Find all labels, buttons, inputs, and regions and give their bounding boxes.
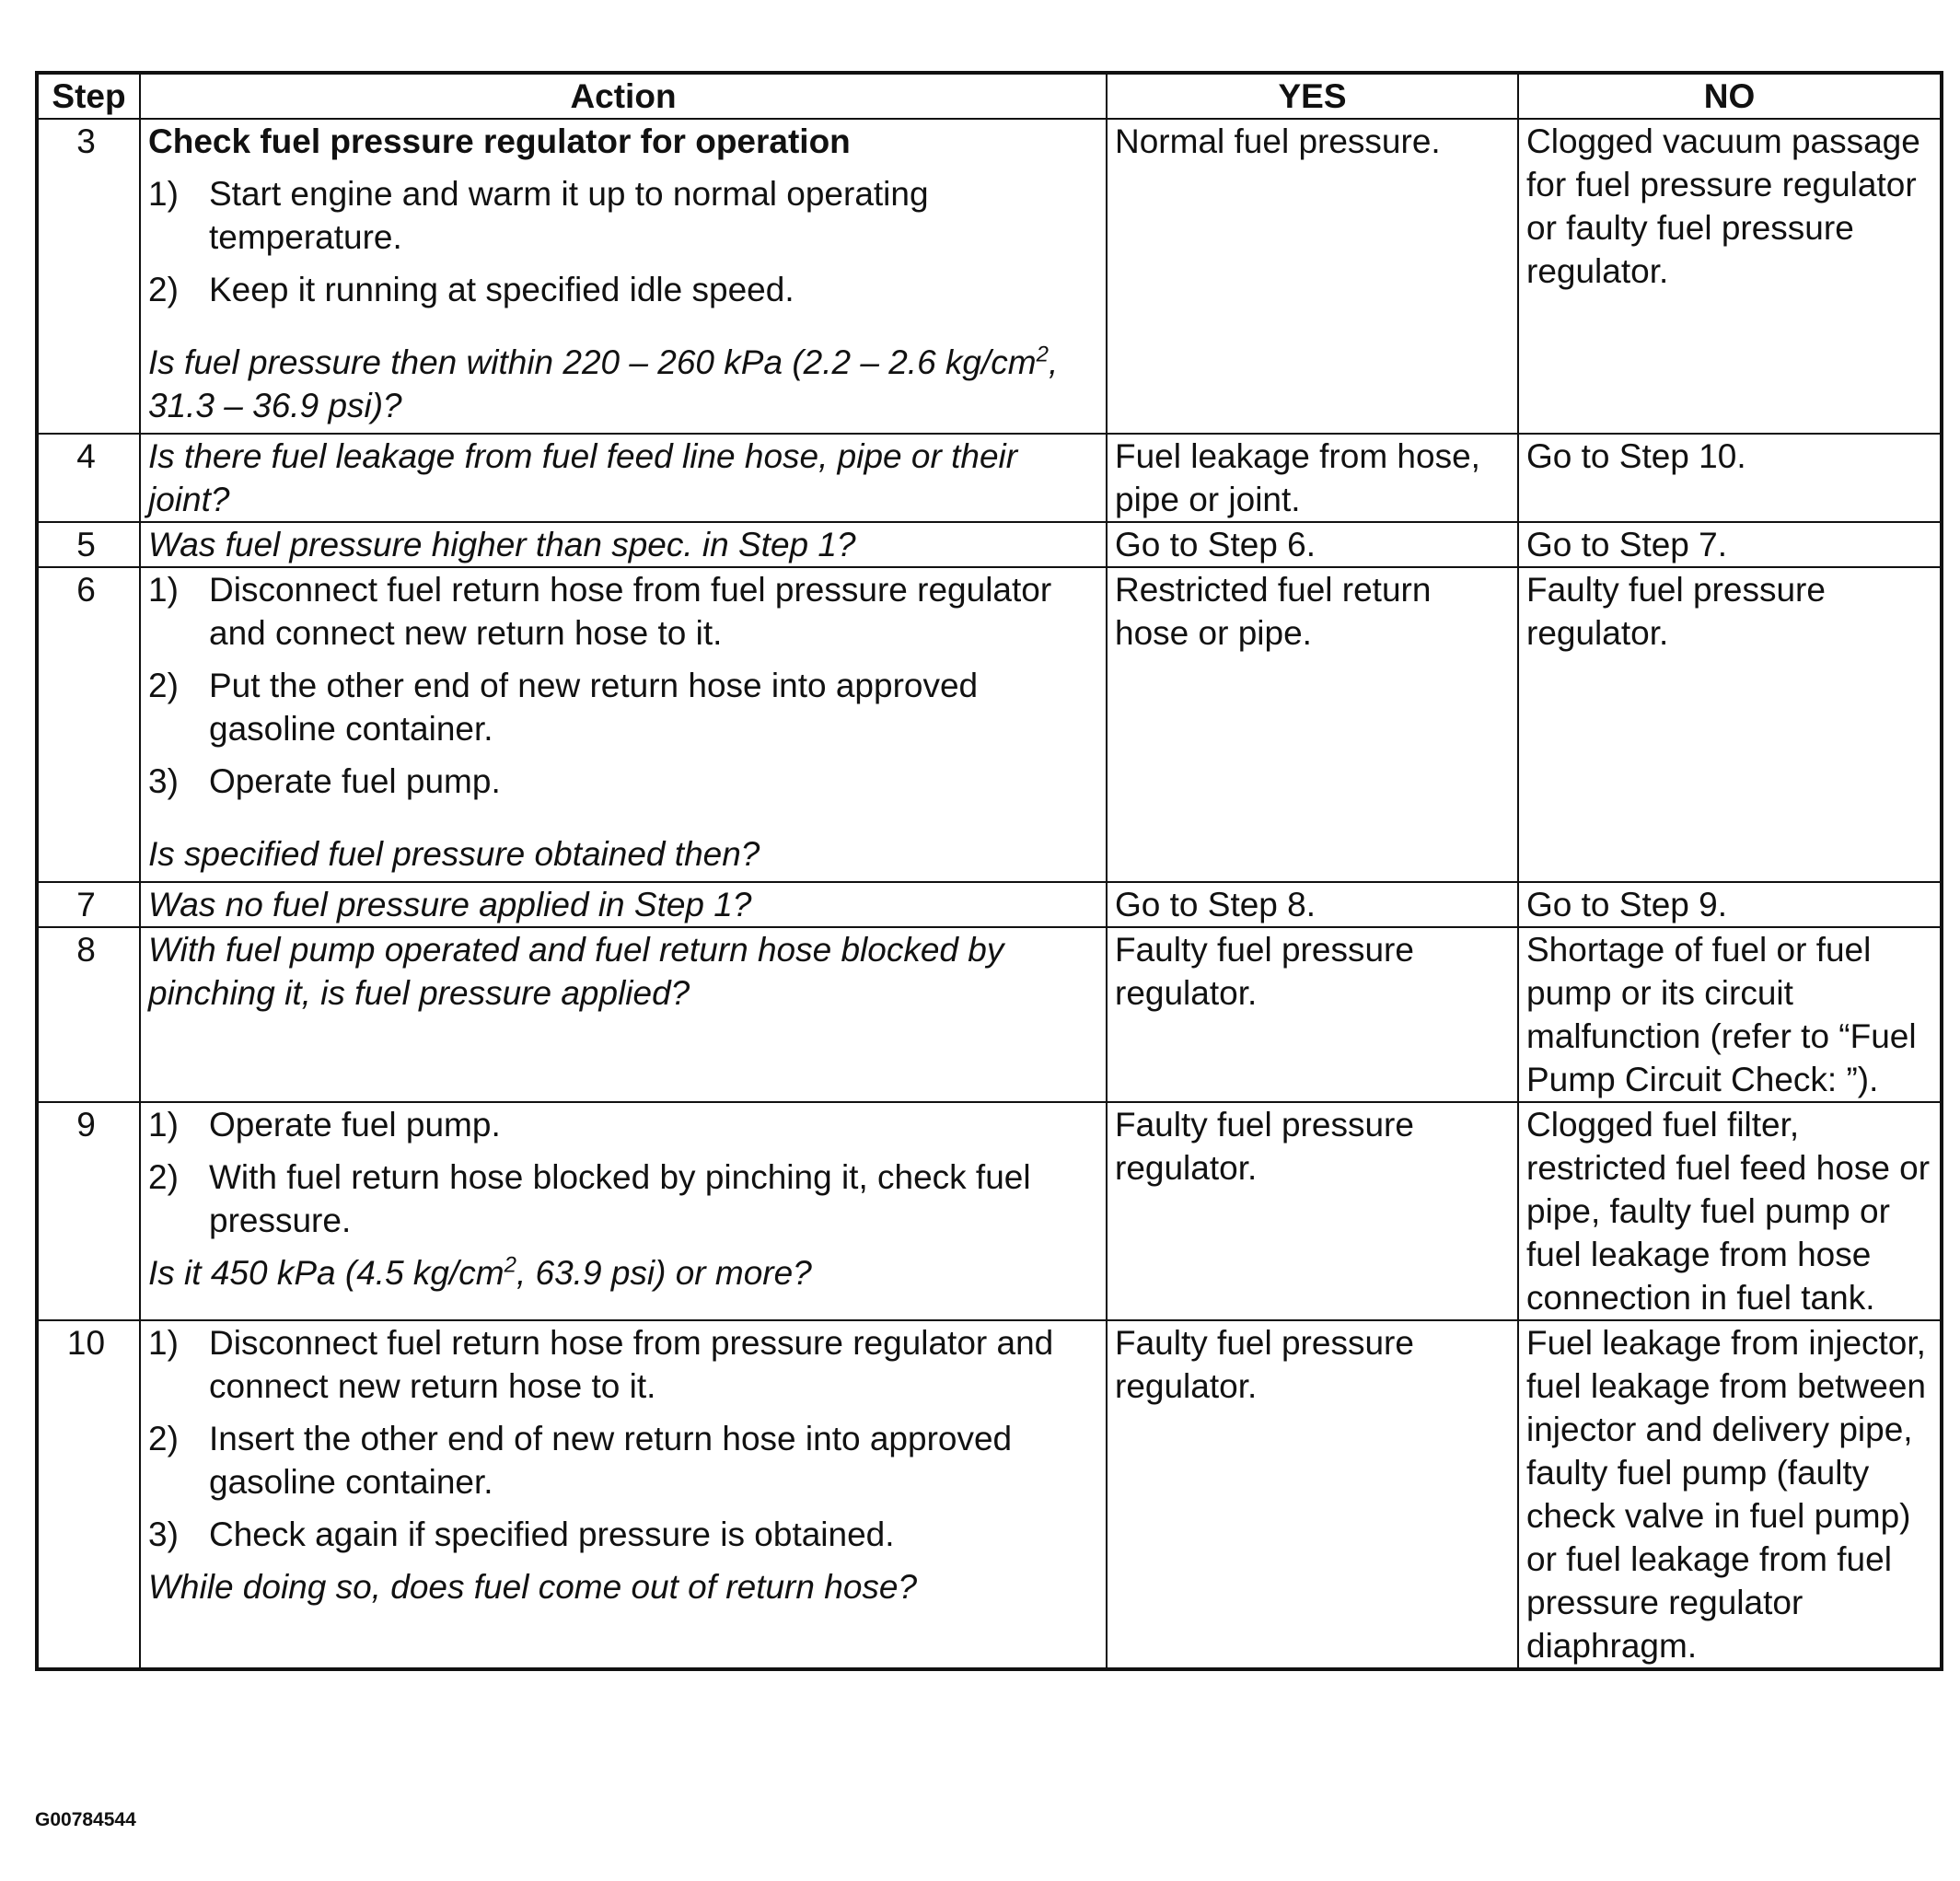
action-cell bbox=[140, 119, 1107, 434]
action-question bbox=[148, 341, 1098, 427]
yes-cell: Normal fuel pressure. bbox=[1107, 119, 1518, 434]
yes-cell: Faulty fuel pressure regulator. bbox=[1107, 1320, 1518, 1669]
step-text: Put the other end of new return hose into approved gasoline container. bbox=[209, 667, 979, 748]
figure-code: G00784544 bbox=[35, 1809, 136, 1830]
yes-cell: Restricted fuel return hose or pipe. bbox=[1107, 567, 1518, 882]
action-step bbox=[148, 1321, 1098, 1408]
action-cell bbox=[140, 1102, 1107, 1320]
step-number: 8 bbox=[37, 927, 140, 1102]
step-number: 4 bbox=[37, 434, 140, 522]
step-number: 3 bbox=[37, 119, 140, 434]
action-steps bbox=[148, 1321, 1098, 1556]
yes-cell: Fuel leakage from hose, pipe or joint. bbox=[1107, 434, 1518, 522]
no-cell: Go to Step 10. bbox=[1518, 434, 1942, 522]
step-index: 2) bbox=[148, 1158, 179, 1196]
no-cell: Fuel leakage from injector, fuel leakage from between injector and delivery pipe, faulty fuel pump (faulty check valve in fuel pump) or fuel leakage from fuel pressure regulator diaphragm. bbox=[1518, 1320, 1942, 1669]
question-text: Is it 450 kPa (4.5 kg/cm bbox=[148, 1254, 504, 1292]
action-question: With fuel pump operated and fuel return hose blocked by pinching it, is fuel pressure applied? bbox=[148, 931, 1004, 1012]
action-cell bbox=[140, 1320, 1107, 1669]
action-steps bbox=[148, 1103, 1098, 1242]
action-step bbox=[148, 1103, 1098, 1146]
action-title: Check fuel pressure regulator for operation bbox=[148, 122, 851, 160]
step-number: 10 bbox=[37, 1320, 140, 1669]
action-cell bbox=[140, 522, 1107, 567]
step-number: 7 bbox=[37, 882, 140, 927]
step-text: Keep it running at specified idle speed. bbox=[209, 271, 794, 308]
action-cell bbox=[140, 927, 1107, 1102]
no-cell: Go to Step 9. bbox=[1518, 882, 1942, 927]
step-index: 1) bbox=[148, 571, 179, 609]
no-cell: Shortage of fuel or fuel pump or its circuit malfunction (refer to “Fuel Pump Circuit Check: ”). bbox=[1518, 927, 1942, 1102]
header-step: Step bbox=[37, 73, 140, 119]
step-index: 3) bbox=[148, 1515, 179, 1553]
action-step bbox=[148, 268, 1098, 311]
step-text: Disconnect fuel return hose from pressure regulator and connect new return hose to it. bbox=[209, 1324, 1054, 1405]
step-index: 1) bbox=[148, 175, 179, 213]
diagnosis-table bbox=[35, 71, 1943, 1671]
yes-cell: Go to Step 6. bbox=[1107, 522, 1518, 567]
action-cell bbox=[140, 567, 1107, 882]
yes-cell: Faulty fuel pressure regulator. bbox=[1107, 927, 1518, 1102]
action-question: Is there fuel leakage from fuel feed line hose, pipe or their joint? bbox=[148, 437, 1018, 518]
action-step bbox=[148, 664, 1098, 750]
no-cell: Clogged vacuum passage for fuel pressure regulator or faulty fuel pressure regulator. bbox=[1518, 119, 1942, 434]
yes-cell: Go to Step 8. bbox=[1107, 882, 1518, 927]
no-cell: Clogged fuel filter, restricted fuel feed hose or pipe, faulty fuel pump or fuel leakage from hose connection in fuel tank. bbox=[1518, 1102, 1942, 1320]
step-index: 3) bbox=[148, 762, 179, 800]
header-action: Action bbox=[140, 73, 1107, 119]
step-index: 2) bbox=[148, 1420, 179, 1457]
table-row bbox=[37, 1320, 1942, 1669]
step-text: Check again if specified pressure is obtained. bbox=[209, 1515, 895, 1553]
action-step bbox=[148, 1417, 1098, 1504]
action-step bbox=[148, 568, 1098, 655]
action-question: Is specified fuel pressure obtained then? bbox=[148, 835, 760, 873]
step-index: 2) bbox=[148, 271, 179, 308]
step-text: Start engine and warm it up to normal operating temperature. bbox=[209, 175, 929, 256]
step-text: Disconnect fuel return hose from fuel pressure regulator and connect new return hose to it. bbox=[209, 571, 1052, 652]
step-index: 1) bbox=[148, 1106, 179, 1144]
action-step bbox=[148, 1155, 1098, 1242]
action-step bbox=[148, 760, 1098, 803]
action-question: Was fuel pressure higher than spec. in Step 1? bbox=[148, 526, 856, 563]
table-row bbox=[37, 927, 1942, 1102]
table-row bbox=[37, 567, 1942, 882]
header-no: NO bbox=[1518, 73, 1942, 119]
step-text: Operate fuel pump. bbox=[209, 1106, 501, 1144]
action-question: Was no fuel pressure applied in Step 1? bbox=[148, 886, 752, 923]
action-cell bbox=[140, 882, 1107, 927]
question-text: , 63.9 psi) or more? bbox=[516, 1254, 812, 1292]
no-cell: Faulty fuel pressure regulator. bbox=[1518, 567, 1942, 882]
header-yes: YES bbox=[1107, 73, 1518, 119]
yes-cell: Faulty fuel pressure regulator. bbox=[1107, 1102, 1518, 1320]
step-index: 1) bbox=[148, 1324, 179, 1362]
table-row bbox=[37, 119, 1942, 434]
table-row bbox=[37, 522, 1942, 567]
table-row bbox=[37, 434, 1942, 522]
action-steps bbox=[148, 568, 1098, 803]
action-question: While doing so, does fuel come out of return hose? bbox=[148, 1568, 918, 1606]
step-number: 5 bbox=[37, 522, 140, 567]
table-row bbox=[37, 882, 1942, 927]
action-question bbox=[148, 1251, 1098, 1295]
action-cell bbox=[140, 434, 1107, 522]
question-text: , 31.3 – 36.9 psi)? bbox=[148, 343, 1059, 424]
action-steps bbox=[148, 172, 1098, 311]
step-number: 9 bbox=[37, 1102, 140, 1320]
header-row bbox=[37, 73, 1942, 119]
step-text: Insert the other end of new return hose into approved gasoline container. bbox=[209, 1420, 1013, 1501]
action-step bbox=[148, 172, 1098, 259]
superscript: 2 bbox=[504, 1252, 516, 1278]
superscript: 2 bbox=[1036, 342, 1049, 367]
action-step bbox=[148, 1513, 1098, 1556]
step-number: 6 bbox=[37, 567, 140, 882]
step-text: With fuel return hose blocked by pinching it, check fuel pressure. bbox=[209, 1158, 1031, 1239]
question-text: Is fuel pressure then within 220 – 260 kPa (2.2 – 2.6 kg/cm bbox=[148, 343, 1037, 381]
table-row bbox=[37, 1102, 1942, 1320]
step-text: Operate fuel pump. bbox=[209, 762, 501, 800]
no-cell: Go to Step 7. bbox=[1518, 522, 1942, 567]
step-index: 2) bbox=[148, 667, 179, 704]
